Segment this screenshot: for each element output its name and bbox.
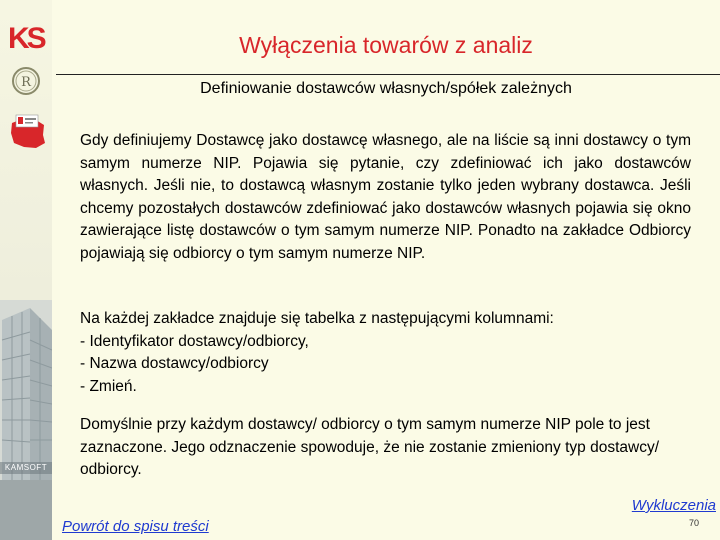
column-item: - Identyfikator dostawcy/odbiorcy, — [80, 332, 309, 350]
paragraph-default-checkbox: Domyślnie przy każdym dostawcy/ odbiorcy o tym samym numerze NIP pole to jest zaznaczone. Jego odznaczenie spowoduje, że nie zostanie zmieniony typ dostawcy/ odbiorcy. — [80, 416, 660, 478]
slide-subtitle: Definiowanie dostawców własnych/spółek zależnych — [200, 80, 572, 97]
poland-map-emblem-icon — [6, 113, 48, 151]
office-building-image — [0, 300, 52, 540]
sidebar-branding — [0, 0, 52, 540]
paragraph-own-suppliers: Gdy definiujemy Dostawcę jako dostawcę własnego, ale na liście są inni dostawcy o tym samym numerze NIP. Pojawia się pytanie, czy zdefiniować ich jako dostawców własnych. Jeśli nie, to dostawcą własnym zostanie tylko jeden wybrany dostawca. Jeśli chcemy pozostałych dostawców zdefiniować jako dostawców własnych pojawia się okno zawierające listę dostawców o tym samym numerze NIP. Ponadto na zakładce Odbiorcy pojawiają się odbiorcy o tym samym numerze NIP. — [80, 132, 691, 262]
page-number: 70 — [688, 518, 699, 528]
ks-logo: KS — [8, 22, 44, 55]
paragraph-table-columns — [80, 308, 691, 398]
column-item: - Nazwa dostawcy/odbiorcy — [80, 355, 269, 372]
svg-text:R: R — [21, 75, 31, 90]
column-item: - Zmień. — [80, 377, 137, 395]
slide-title: Wyłączenia towarów z analiz — [239, 32, 533, 58]
back-to-contents-link[interactable]: Powrót do spisu treści — [62, 518, 209, 535]
registered-emblem-icon — [11, 66, 41, 96]
kamsoft-building-label: KAMSOFT — [0, 462, 52, 474]
wykluczenia-link[interactable]: Wykluczenia — [631, 497, 716, 514]
title-divider — [56, 74, 720, 75]
columns-intro: Na każdej zakładce znajduje się tabelka z następującymi kolumnami: — [80, 310, 554, 327]
